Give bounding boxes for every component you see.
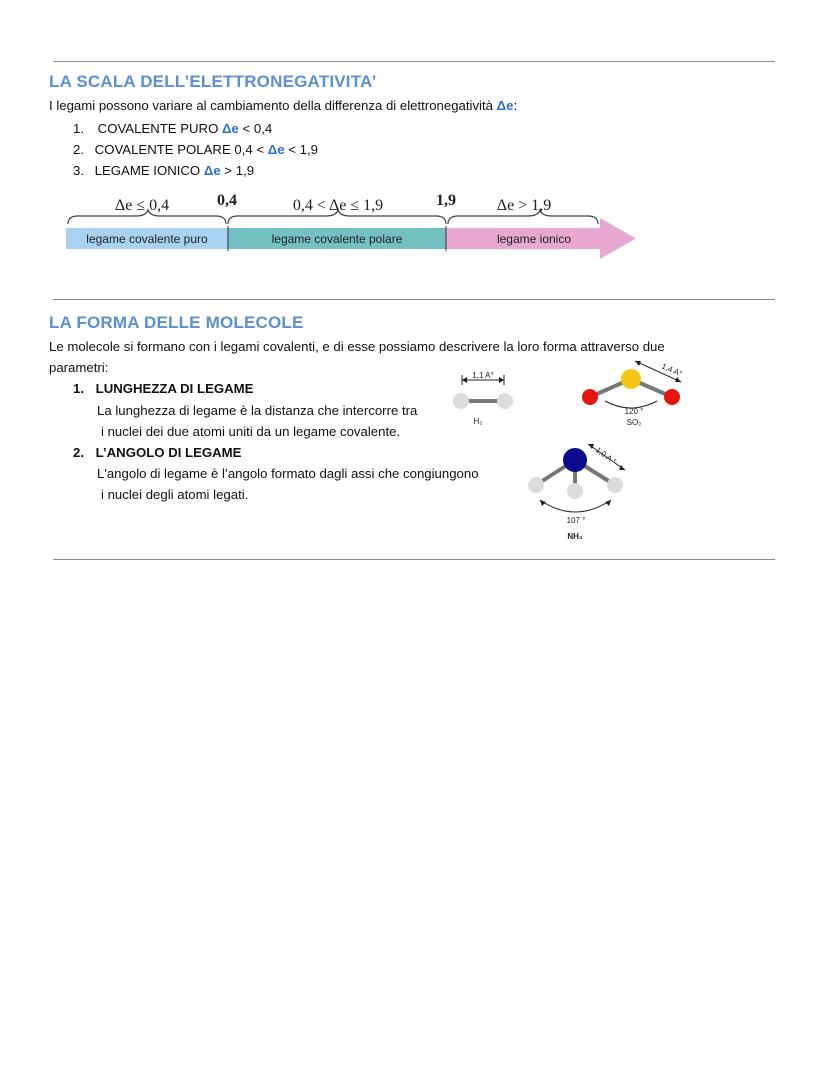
scale-label-polar: 0,4 < Δe ≤ 1,9: [292, 197, 384, 214]
oxygen-atom: [582, 389, 598, 405]
intro-text: [49, 98, 517, 114]
item1-text-1: La lunghezza di legame è la distanza che intercorre tra: [97, 403, 418, 418]
scale-boundary-19: 1,9: [436, 192, 456, 209]
list-item: [73, 142, 318, 158]
h-atom: [453, 393, 469, 409]
intro-end: :: [513, 98, 518, 113]
bottom-divider: [53, 559, 775, 560]
section-title-electronegativity: LA SCALA DELL’ELETTRONEGATIVITA’: [49, 72, 377, 91]
nitrogen-atom: [563, 448, 587, 472]
list-number: 1.: [73, 121, 84, 136]
intro-line-2: parametri:: [49, 360, 109, 375]
nh3-label: NH₃: [567, 532, 583, 541]
so2-bond-length: 1,4 A°: [660, 361, 684, 379]
section-divider: [53, 299, 775, 300]
scale-label-ionic: Δe > 1,9: [496, 197, 552, 214]
top-divider: [53, 61, 775, 62]
so2-label: SO₂: [626, 418, 642, 427]
delta-symbol: Δe: [222, 121, 239, 136]
h2-molecule: [448, 367, 518, 427]
item-title: LUNGHEZZA DI LEGAME: [95, 381, 254, 396]
h-atom: [497, 393, 513, 409]
list-label: COVALENTE POLARE 0,4 <: [94, 142, 265, 157]
nh3-molecule: [522, 440, 640, 546]
item-title: L’ANGOLO DI LEGAME: [95, 445, 242, 460]
intro-line-1: Le molecole si formano con i legami covalenti, e di esse possiamo descrivere la loro forma attraverso due: [49, 339, 665, 354]
nh3-bond-length: 1,0 A °: [593, 445, 618, 467]
item1-text-2: i nuclei dei due atomi uniti da un legame covalente.: [101, 424, 401, 439]
item2-text-1: L'angolo di legame è l’angolo formato dagli assi che congiungono: [97, 466, 479, 481]
segment-label-ionic: legame ionico: [496, 232, 572, 246]
h2-bond-length: 1,1 A°: [472, 371, 494, 380]
list-label: LEGAME IONICO: [94, 163, 201, 178]
h-atom: [607, 477, 623, 493]
delta-symbol: Δe: [496, 98, 514, 113]
so2-molecule: [575, 355, 690, 435]
item-number: 1.: [73, 381, 84, 396]
segment-label-polar: legame covalente polare: [271, 232, 403, 246]
item-number: 2.: [73, 445, 84, 460]
list-number: 3.: [73, 163, 84, 178]
section-title-molecular-shape: LA FORMA DELLE MOLECOLE: [49, 313, 304, 332]
electronegativity-scale: [60, 188, 650, 260]
nh3-angle: 107 °: [566, 516, 586, 525]
so2-angle: 120 °: [624, 407, 644, 416]
sulfur-atom: [621, 369, 641, 389]
list-item: [73, 121, 272, 137]
h-atom: [567, 483, 583, 499]
list-condition: < 1,9: [288, 142, 318, 157]
list-condition: < 0,4: [242, 121, 273, 136]
delta-symbol: Δe: [203, 163, 221, 178]
list-label: COVALENTE PURO: [97, 121, 219, 136]
h-atom: [528, 477, 544, 493]
item2-heading: [73, 445, 241, 461]
list-number: 2.: [73, 142, 84, 157]
list-condition: > 1,9: [224, 163, 255, 178]
scale-boundary-04: 0,4: [217, 192, 237, 209]
delta-symbol: Δe: [267, 142, 285, 157]
item1-heading: [73, 381, 253, 397]
list-item: [73, 163, 254, 179]
item2-text-2: i nuclei degli atomi legati.: [101, 487, 249, 502]
oxygen-atom: [664, 389, 680, 405]
segment-label-pure: legame covalente puro: [86, 232, 208, 246]
h2-label: H₂: [473, 417, 483, 426]
intro-sentence: I legami possono variare al cambiamento della differenza di elettronegatività: [49, 98, 493, 113]
scale-label-pure: Δe ≤ 0,4: [114, 197, 170, 214]
